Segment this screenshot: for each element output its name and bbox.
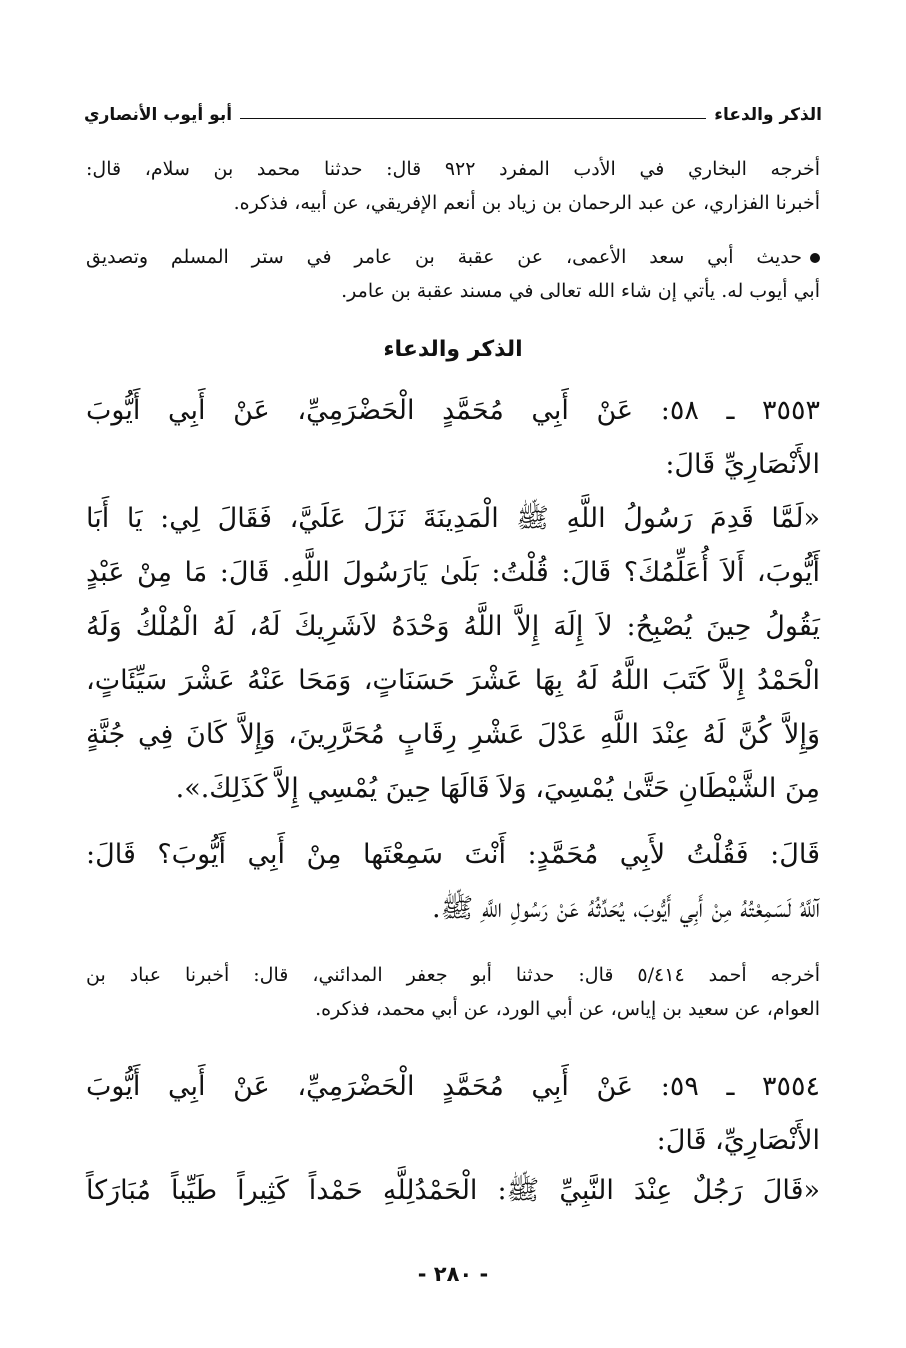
running-header: [84, 100, 822, 130]
hadith-3554-matn: [86, 1164, 820, 1218]
isnad-line: ٣٥٥٣ ـ ٥٨: عَنْ أَبِي مُحَمَّدٍ الْحَضْرَمِيِّ، عَنْ أَبِي أَيُّوبَ: [86, 395, 820, 426]
matn-line: «قَالَ رَجُلٌ عِنْدَ النَّبِيِّ ﷺ: الْحَمْدُلِلَّهِ حَمْداً كَثِيراً طَيِّباً مُبَارَكاً: [86, 1175, 820, 1206]
page-number: - ٢٨٠ -: [417, 1262, 489, 1286]
hadith-3553-isnad: [86, 384, 820, 492]
takhrij-3553: [86, 958, 820, 1026]
intro-line: أخبرنا الفزاري، عن عبد الرحمان بن زياد بن أنعم الإفريقي، عن أبيه، فذكره.: [233, 192, 820, 214]
hadith-3553-follow-up: [86, 828, 820, 936]
intro-paragraph: [86, 152, 820, 220]
bullet-note: [86, 240, 820, 308]
bullet-icon: [810, 253, 820, 263]
intro-line: أخرجه البخاري في الأدب المفرد ٩٢٢ قال: حدثنا محمد بن سلام، قال:: [86, 158, 821, 180]
takhrij-line: أخرجه أحمد ٥/٤١٤ قال: حدثنا أبو جعفر المدائني، قال: أخبرنا عباد بن: [86, 964, 820, 986]
isnad-line: الأَنْصَارِيِّ قَالَ:: [665, 449, 820, 480]
matn-line: الْحَمْدُ إِلاَّ كَتَبَ اللَّهُ لَهُ بِهَا عَشْرَ حَسَنَاتٍ، وَمَحَا عَنْهُ عَشْرَ سَيِّئَاتٍ،: [86, 665, 820, 696]
isnad-line: الأَنْصَارِيِّ، قَالَ:: [656, 1125, 820, 1156]
header-companion-name: أبو أيوب الأنصاري: [84, 105, 233, 125]
hadith-3553-matn: [86, 492, 820, 816]
section-heading: الذكر والدعاء: [383, 337, 523, 362]
matn-line: وَإِلاَّ كُنَّ لَهُ عِنْدَ اللَّهِ عَدْلَ عَشْرِ رِقَابٍ مُحَرَّرِينَ، وَإِلاَّ كَانَ فِي جُنَّةٍ: [86, 719, 820, 750]
follow-up-line: آللَّهُ لَسَمِعْتُهُ مِنْ أَبِي أَيُّوبَ، يُحَدِّثُهُ عَنْ رَسُولِ اللَّهِ ﷺ.: [432, 893, 820, 924]
matn-line: أَيُّوبَ، أَلاَ أُعَلِّمُكَ؟ قَالَ: قُلْتُ: بَلَىٰ يَارَسُولَ اللَّهِ. قَالَ: مَا مِنْ عَبْدٍ: [86, 557, 820, 588]
matn-line: يَقُولُ حِينَ يُصْبِحُ: لاَ إِلَهَ إِلاَّ اللَّهُ وَحْدَهُ لاَشَرِيكَ لَهُ، لَهُ الْمُلْكُ وَلَهُ: [86, 611, 820, 642]
header-rule: [240, 118, 706, 119]
bullet-note-text: حديث أبي سعد الأعمى، عن عقبة بن عامر في ستر المسلم وتصديق: [86, 246, 802, 268]
bullet-note-line: [86, 240, 820, 274]
follow-up-line: قَالَ: فَقُلْتُ لأَبِي مُحَمَّدٍ: أَنْتَ سَمِعْتَها مِنْ أَبِي أَيُّوبَ؟ قَالَ:: [86, 839, 820, 870]
matn-line: مِنَ الشَّيْطَانِ حَتَّىٰ يُمْسِيَ، وَلاَ قَالَهَا حِينَ يُمْسِي إِلاَّ كَذَلِكَ.».: [175, 773, 820, 804]
matn-line: «لَمَّا قَدِمَ رَسُولُ اللَّهِ ﷺ الْمَدِينَةَ نَزَلَ عَلَيَّ، فَقَالَ لِي: يَا أَبَا: [86, 503, 820, 534]
bullet-note-line: أبي أيوب له. يأتي إن شاء الله تعالى في مسند عقبة بن عامر.: [341, 280, 820, 302]
hadith-3554-isnad: [86, 1060, 820, 1168]
header-chapter-title: الذكر والدعاء: [714, 105, 822, 125]
takhrij-line: العوام، عن سعيد بن إياس، عن أبي الورد، عن أبي محمد، فذكره.: [315, 998, 820, 1020]
isnad-line: ٣٥٥٤ ـ ٥٩: عَنْ أَبِي مُحَمَّدٍ الْحَضْرَمِيِّ، عَنْ أَبِي أَيُّوبَ: [86, 1071, 820, 1102]
